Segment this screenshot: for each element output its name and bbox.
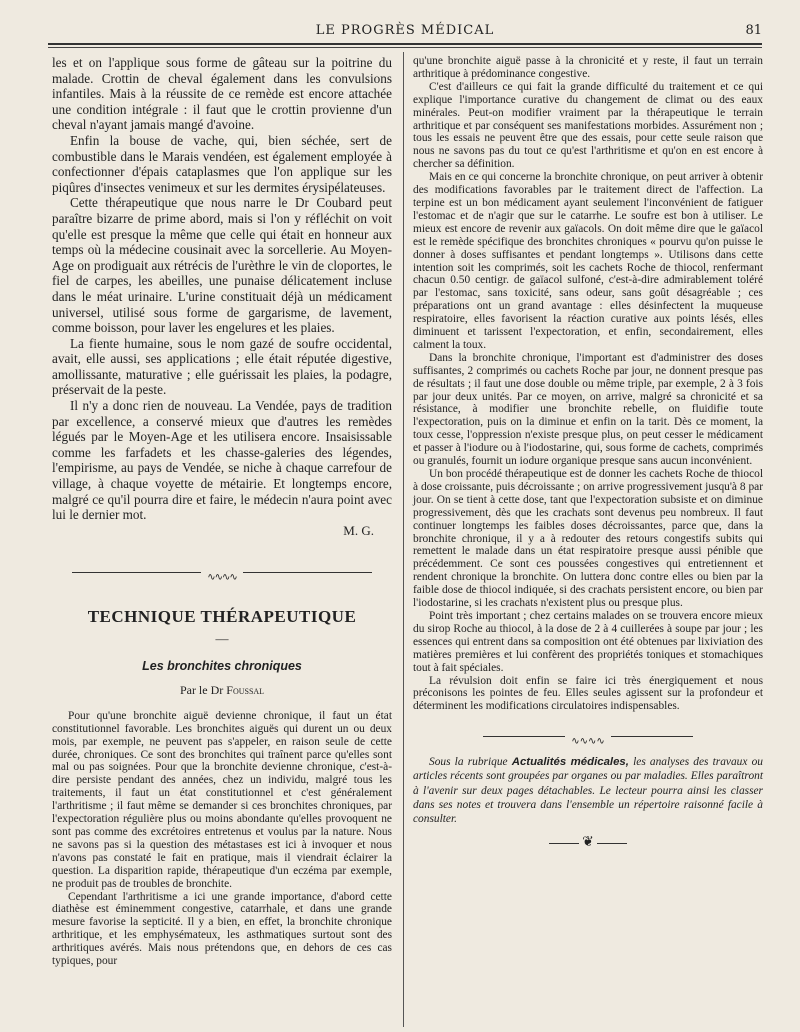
signature: M. G. — [343, 522, 374, 538]
article-text-right — [413, 55, 763, 713]
header-rule — [48, 43, 762, 45]
folk-remedies-text — [52, 55, 392, 523]
title-dash: — — [215, 630, 229, 646]
fleuron-line — [597, 843, 627, 844]
paragraph: Point très important ; chez certains malades on se trouvera encore mieux du sirop Roche au thiocol, à la dose de 2 à 4 cuillerées à soupe par jour ; les essences qui entrent dans sa composition ont été obtenues par lixiviation des matières premières et lui confèrent des propriétés toniques et stomachiques tout à fait spéciales. — [413, 609, 763, 674]
paragraph: C'est d'ailleurs ce qui fait la grande difficulté du traitement et ce qui explique l'importance curative du changement de climat ou des eaux minérales. Peut-on modifier vraiment par la thérapeutique le terrain arthritique et par conséquent ses manifestations morbides. Assurément non ; tous les essais ne peuvent être que des essais, pour cette seule raison que nous ne savons pas du tout ce qu'est l'arthritisme et qu'on en est encore à chercher sa définition. — [413, 80, 763, 171]
left-column — [52, 55, 392, 968]
fleuron-ornament — [413, 834, 763, 851]
article-title: Les bronchites chroniques — [142, 658, 302, 673]
header-rule-thin — [48, 47, 762, 48]
journal-title: LE PROGRÈS MÉDICAL — [315, 23, 495, 38]
section-divider — [413, 731, 763, 748]
divider-ornament-icon: ∿∿∿∿ — [565, 736, 611, 747]
fleuron-line — [549, 843, 579, 844]
notice-text: les analyses des travaux ou articles récents sont groupées par organes ou par maladies. Elles paraîtront à l'avenir sur deux pages détachables. Le lecteur pourra ainsi les classer dans ses notes et trouvera dans l'ensemble un répertoire raisonné facile à consulter. — [413, 756, 763, 826]
right-column — [413, 55, 763, 851]
paragraph: Cependant l'arthritisme a ici une grande importance, d'abord cette diathèse est éminemment congestive, catarrhale, et dans une grande mesure favorise la septicité. Il y a bien, en effet, la bronchite chronique arthritique, et les emphysémateux, les asthmatiques surtout sont des arthritiques avérés. Mais nous prétendons que, en dehors de ces cas typiques, pour — [52, 890, 392, 968]
column-separator — [403, 52, 404, 1027]
divider-ornament-icon: ∿∿∿∿ — [201, 572, 243, 583]
paragraph: qu'une bronchite aiguë passe à la chronicité et y reste, il faut un terrain arthritique à prédominance congestive. — [413, 55, 763, 80]
paragraph: Cette thérapeutique que nous narre le Dr Coubard peut paraître bizarre de prime abord, mais si l'on y réfléchit on voit qu'elle est presque la même que celle qui était en honneur aux temps où la médecine cousinait avec la sorcellerie. Au Moyen-Age on prodiguait aux rétrécis de l'urèthre le vin de cloportes, le fiel de carpes, les abeilles, une punaise délicatement incluse dans le méat urinaire. L'urine constituait déjà un médicament universel, utilisé sous forme de gargarisme, de lavement, comme boisson, pour laver les engelures et les plaies. — [52, 195, 392, 336]
author-name: Foussal — [226, 682, 265, 697]
paragraph: Enfin la bouse de vache, qui, bien séchée, sert de combustible dans le Marais vendéen, est également employée à confectionner d'épais cataplasmes que l'on applique sur les piqûres d'insectes venimeux et sur les dermites érysipélateuses. — [52, 132, 392, 195]
notice-prefix: Sous la rubrique — [429, 756, 508, 769]
byline — [52, 683, 392, 698]
paragraph: Il n'y a donc rien de nouveau. La Vendée, pays de tradition par excellence, a conservé mieux que d'autres les remèdes légués par le Moyen-Age et les utilisera encore. Insaisissable comme les farfadets et les chasse-galeries des légendes, l'empirisme, au pays de Vendée, se niche à chaque carrefour de village, à chaque voyette de métairie. Et longtemps encore, malgré ce qu'il pourra dire et faire, le médecin n'aura point avec lui le dernier mot. — [52, 398, 392, 523]
article-text-left — [52, 710, 392, 968]
page-header — [48, 20, 762, 42]
paragraph: La révulsion doit enfin se faire ici très énergiquement et nous préconisons les pointes de feu. Elles seules agissent sur la profondeur et déterminent les modifications circulatoires indispensables. — [413, 674, 763, 713]
paragraph: Mais en ce qui concerne la bronchite chronique, on peut arriver à obtenir des modifications favorables par le traitement direct de l'affection. La terpine est un bon médicament ayant seulement l'inconvénient de fatiguer l'estomac et de n'agir que sur le catarrhe. Le soufre est bon à utiliser. Le mieux est encore de revenir aux gaïacols. On doit même dire que le gaïacol est le remède spécifique des bronchites chroniques « pourvu qu'on puisse le donner à doses suffisantes et pendant longtemps ». Utilisons dans cette intention soit les comprimés, soit les cachets Roche de thiocol, renfermant chacun 0.50 centigr. de gaïacol sulfoné, c'est-à-dire admirablement toléré par l'estomac, sans toxicité, sans odeur, sans goût désagréable ; ces préparations ont un grand avantage : elles désinfectent la muqueuse respiratoire, elles favorisent la réaction curative aux points lésés, elles diminuent et tarissent l'expectoration, et enfin, secondairement, elles calment la toux. — [413, 171, 763, 351]
section-divider — [52, 567, 392, 583]
fleuron-icon: ❦ — [582, 835, 594, 851]
rubric-notice — [413, 755, 763, 826]
paragraph: les et on l'applique sous forme de gâteau sur la poitrine du malade. Crottin de cheval également dans les convulsions infantiles. Mais à la réussite de ce remède est encore attachée une condition intégrale : il faut que le crottin provienne d'un cheval n'ayant jamais mangé d'avoine. — [52, 55, 392, 133]
byline-prefix: Par le Dr — [179, 682, 224, 697]
page-number: 81 — [745, 23, 762, 38]
paragraph: Pour qu'une bronchite aiguë devienne chronique, il faut un état constitutionnel favorable. Les bronchites aiguës qui durent un ou deux mois, par exemple, ne peuvent pas s'appeler, en raison seule de cette durée, chroniques. Ce sont des bronchites qui traînent parce qu'elles sont mal ou pas soignées. Pour que la bronchite devienne chronique, c'est-à-dire persiste pendant des années, chez un individu, malgré tous les traitements, il faut un état constitutionnel et c'est généralement l'arthritisme ; il faut même se demander si ces bronchites chroniques, par l'expectoration régulière plus ou moins abondante qu'elles provoquent ne sont pas comme des excrétoires entretenus et voulus par la nature. Nous ne savons pas si la question des métastases est ici à invoquer et nous n'avons pas constaté le fait en pratique, mais il viendrait éclairer la question. La disparition rapide, thérapeutique d'un eczéma par exemple, ne produit pas de troubles de bronchite. — [52, 709, 392, 890]
section-title: TECHNIQUE THÉRAPEUTIQUE — [87, 606, 357, 626]
paragraph: Un bon procédé thérapeutique est de donner les cachets Roche de thiocol à dose croissante, puis décroissante ; on arrive progressivement jusqu'à 8 par jour. On se tient à cette dose, tant que l'expectoration subsiste et on diminue progressivement, dès que les crachats sont devenus peu nombreux. Il faut continuer longtemps les faibles doses décroissantes, parce que, dans la bronchite chronique, il y a à redouter des retours congestifs subits qui remettent le malade dans un état respiratoire presque aussi pénible que précédemment. Ce sont ces poussées congestives qui entretiennent et rendent chronique la bronchite. On luttera donc contre elles ou bien par la faible dose de thiocol indiquée, si des crachats persistent encore, ou bien par l'iodostarine, si les crachats n'existent plus ou presque plus. — [413, 468, 763, 610]
notice-rubric: Actualités médicales, — [511, 756, 629, 769]
paragraph: La fiente humaine, sous le nom gazé de soufre occidental, avait, elle aussi, ses applications ; elle était réputée digestive, amollissante, maturative ; elle guérissait les plaies, la podagre, préservait de la peste. — [52, 335, 392, 398]
paragraph: Dans la bronchite chronique, l'important est d'administrer des doses suffisantes, 2 comprimés ou cachets Roche par jour, ne donnent presque pas de résultats ; il faut une dose double ou même triple, par exemple, 2 à 3 fois par jour deux unités. Par ce moyen, on arrive, malgré sa chronicité et sa résistance, à modifier une bronchite rebelle, on fluidifie toute l'expectoration, puis on la diminue et enfin on la tarit. Dès ce moment, la toux cesse, l'oppression n'existe presque plus, on peut cesser le médicament et passer à l'iodure ou à l'iodostarine, qui, sous forme de cachets, comprimés ou granulés, fournit un iodure organique presque sans aucun inconvénient. — [413, 351, 763, 468]
